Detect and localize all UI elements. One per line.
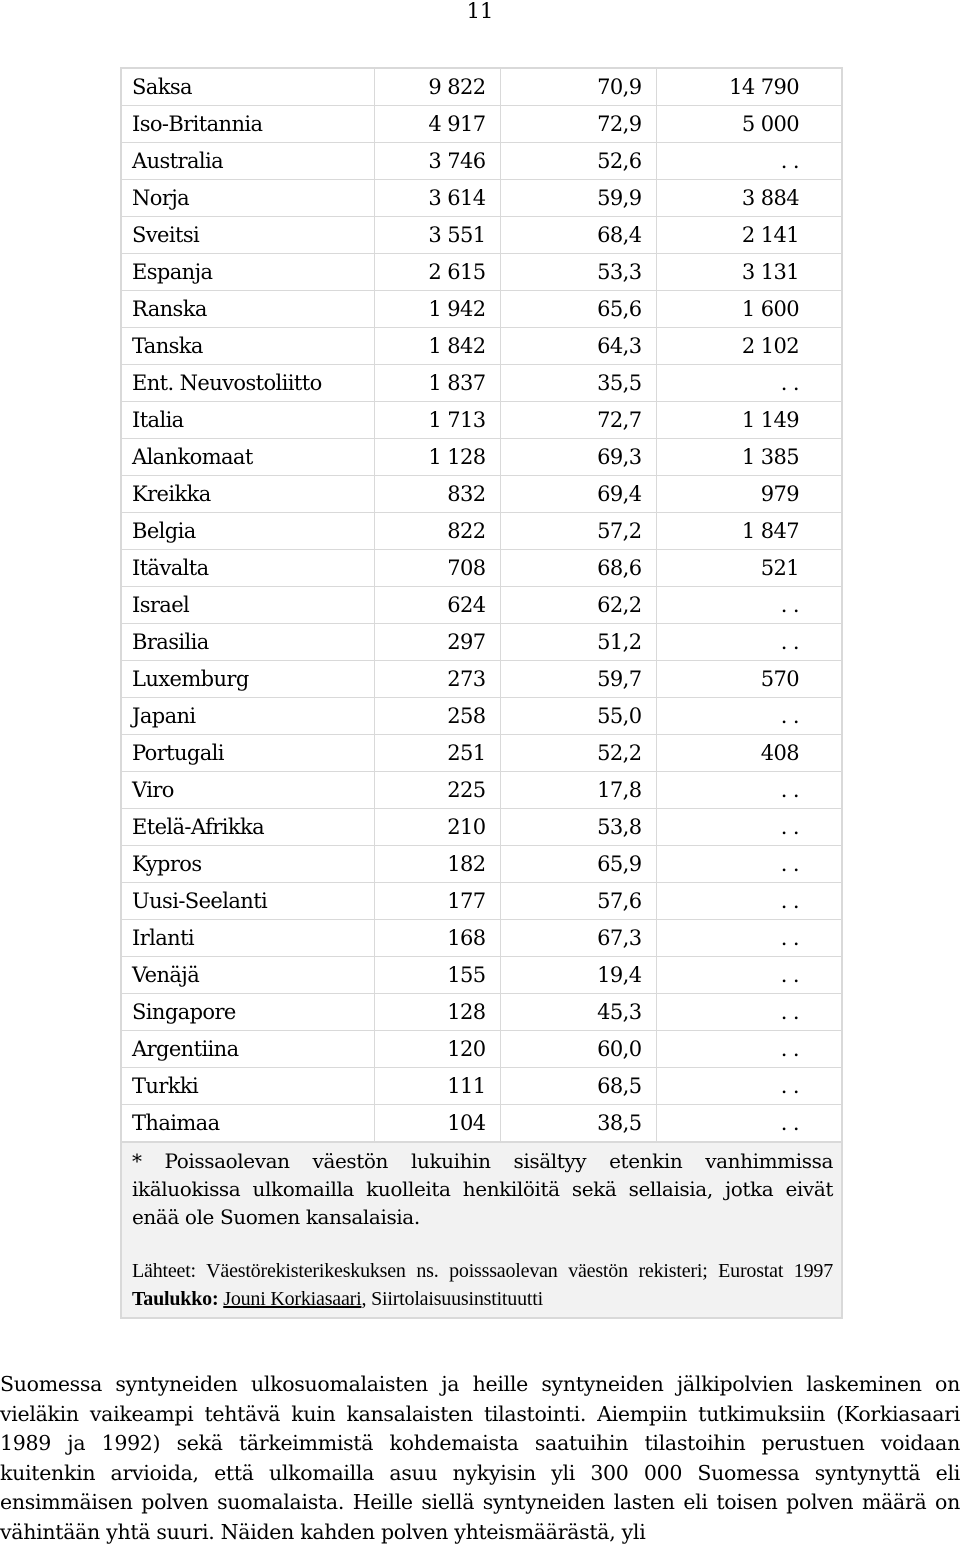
table-row [121,661,842,698]
value-cell: . . [656,587,842,624]
count-cell: 251 [374,735,500,772]
percent-cell: 38,5 [500,1105,656,1143]
value-cell: 408 [656,735,842,772]
count-cell: 3 551 [374,217,500,254]
count-cell: 120 [374,1031,500,1068]
percent-cell: 70,9 [500,68,656,106]
percent-cell: 69,4 [500,476,656,513]
country-cell: Luxemburg [121,661,374,698]
percent-cell: 19,4 [500,957,656,994]
table-row [121,254,842,291]
table-row [121,1031,842,1068]
value-cell: 521 [656,550,842,587]
percent-cell: 52,6 [500,143,656,180]
count-cell: 225 [374,772,500,809]
value-cell: 14 790 [656,68,842,106]
country-cell: Belgia [121,513,374,550]
country-cell: Irlanti [121,920,374,957]
value-cell: 2 141 [656,217,842,254]
count-cell: 832 [374,476,500,513]
sources-prefix: Lähteet: Väestörekisterikeskuksen ns. poisssaolevan väestön rekisteri; Eurostat 1997 [132,1260,833,1282]
percent-cell: 52,2 [500,735,656,772]
percent-cell: 64,3 [500,328,656,365]
value-cell: . . [656,624,842,661]
table-row [121,809,842,846]
value-cell: 3 884 [656,180,842,217]
table-row [121,772,842,809]
country-cell: Singapore [121,994,374,1031]
table-row [121,291,842,328]
count-cell: 1 942 [374,291,500,328]
country-cell: Ent. Neuvostoliitto [121,365,374,402]
count-cell: 3 614 [374,180,500,217]
percent-cell: 45,3 [500,994,656,1031]
value-cell: . . [656,1068,842,1105]
count-cell: 258 [374,698,500,735]
table-footnote: * Poissaolevan väestön lukuihin sisältyy etenkin vanhimmissa ikäluokissa ulkomailla kuolleita henkilöitä sekä sellaisia, jotka eivät enää ole Suomen kansalaisia. [132,1149,833,1229]
count-cell: 182 [374,846,500,883]
table-row [121,587,842,624]
country-cell: Itävalta [121,550,374,587]
statistics-table [120,67,843,1319]
country-cell: Brasilia [121,624,374,661]
percent-cell: 17,8 [500,772,656,809]
country-cell: Argentiina [121,1031,374,1068]
count-cell: 624 [374,587,500,624]
table-row [121,550,842,587]
value-cell: 979 [656,476,842,513]
table-row [121,846,842,883]
percent-cell: 60,0 [500,1031,656,1068]
country-cell: Etelä-Afrikka [121,809,374,846]
body-paragraph: Suomessa syntyneiden ulkosuomalaisten ja heille syntyneiden jälkipolvien laskeminen on vieläkin vaikeampi tehtävä kuin kansalaisten tilastointi. Aiempiin tutkimuksiin (Korkiasaari 1989 ja 1992) sekä tärkeimmistä kohdemaista saatuihin tilastoihin perustuen voidaan kuitenkin arvioida, että ulkomailla asuu nykyisin yli 300 000 Suomessa syntynyttä eli ensimmäisen polven suomalaista. Heille siellä syntyneiden lasten eli toisen polven määrä on vähintään yhtä suuri. Näiden kahden polven yhteismäärästä, yli [0,1372,960,1544]
country-cell: Alankomaat [121,439,374,476]
count-cell: 1 837 [374,365,500,402]
sources-author-link[interactable]: Jouni Korkiasaari [223,1288,362,1310]
value-cell: 2 102 [656,328,842,365]
percent-cell: 68,4 [500,217,656,254]
country-cell: Venäjä [121,957,374,994]
country-cell: Italia [121,402,374,439]
table-sources [132,1257,833,1313]
count-cell: 822 [374,513,500,550]
table-row [121,106,842,143]
table-row [121,68,842,106]
percent-cell: 53,3 [500,254,656,291]
country-cell: Australia [121,143,374,180]
percent-cell: 69,3 [500,439,656,476]
table-row [121,328,842,365]
country-cell: Tanska [121,328,374,365]
table-row [121,698,842,735]
value-cell: 1 385 [656,439,842,476]
table-row [121,957,842,994]
value-cell: . . [656,1105,842,1143]
count-cell: 104 [374,1105,500,1143]
percent-cell: 65,9 [500,846,656,883]
country-cell: Thaimaa [121,1105,374,1143]
percent-cell: 62,2 [500,587,656,624]
count-cell: 9 822 [374,68,500,106]
sources-suffix: , Siirtolaisuusinstituutti [361,1288,543,1310]
page-number: 11 [466,0,494,23]
country-cell: Sveitsi [121,217,374,254]
percent-cell: 57,2 [500,513,656,550]
country-cell: Turkki [121,1068,374,1105]
percent-cell: 57,6 [500,883,656,920]
country-cell: Espanja [121,254,374,291]
sources-table-label: Taulukko: [132,1288,219,1310]
table-body [121,68,842,1142]
country-cell: Norja [121,180,374,217]
count-cell: 111 [374,1068,500,1105]
table-row [121,365,842,402]
percent-cell: 72,7 [500,402,656,439]
percent-cell: 67,3 [500,920,656,957]
percent-cell: 51,2 [500,624,656,661]
country-cell: Kypros [121,846,374,883]
country-cell: Iso-Britannia [121,106,374,143]
percent-cell: 68,5 [500,1068,656,1105]
value-cell: . . [656,143,842,180]
table-row [121,180,842,217]
value-cell: . . [656,957,842,994]
value-cell: 1 847 [656,513,842,550]
table-row [121,994,842,1031]
count-cell: 2 615 [374,254,500,291]
count-cell: 708 [374,550,500,587]
percent-cell: 65,6 [500,291,656,328]
value-cell: . . [656,883,842,920]
value-cell: . . [656,698,842,735]
value-cell: . . [656,1031,842,1068]
value-cell: 570 [656,661,842,698]
count-cell: 177 [374,883,500,920]
value-cell: . . [656,809,842,846]
count-cell: 1 128 [374,439,500,476]
table-row [121,1105,842,1143]
value-cell: 5 000 [656,106,842,143]
percent-cell: 72,9 [500,106,656,143]
country-cell: Israel [121,587,374,624]
table-row [121,513,842,550]
table-row [121,402,842,439]
value-cell: . . [656,846,842,883]
value-cell: 1 149 [656,402,842,439]
value-cell: . . [656,365,842,402]
count-cell: 155 [374,957,500,994]
country-cell: Viro [121,772,374,809]
value-cell: 3 131 [656,254,842,291]
footnote-cell [121,1142,842,1318]
country-cell: Saksa [121,68,374,106]
country-cell: Kreikka [121,476,374,513]
value-cell: . . [656,772,842,809]
percent-cell: 59,7 [500,661,656,698]
count-cell: 1 713 [374,402,500,439]
count-cell: 128 [374,994,500,1031]
value-cell: . . [656,994,842,1031]
percent-cell: 59,9 [500,180,656,217]
percent-cell: 53,8 [500,809,656,846]
count-cell: 210 [374,809,500,846]
country-cell: Portugali [121,735,374,772]
table-row [121,476,842,513]
table-row [121,143,842,180]
percent-cell: 68,6 [500,550,656,587]
count-cell: 297 [374,624,500,661]
country-cell: Ranska [121,291,374,328]
table-row [121,439,842,476]
count-cell: 168 [374,920,500,957]
percent-cell: 55,0 [500,698,656,735]
country-cell: Japani [121,698,374,735]
count-cell: 3 746 [374,143,500,180]
count-cell: 1 842 [374,328,500,365]
table-row [121,217,842,254]
percent-cell: 35,5 [500,365,656,402]
footnote-row [121,1142,842,1318]
table-row [121,1068,842,1105]
table-row [121,920,842,957]
table-row [121,883,842,920]
table-row [121,735,842,772]
count-cell: 273 [374,661,500,698]
table-row [121,624,842,661]
value-cell: . . [656,920,842,957]
count-cell: 4 917 [374,106,500,143]
value-cell: 1 600 [656,291,842,328]
country-cell: Uusi-Seelanti [121,883,374,920]
